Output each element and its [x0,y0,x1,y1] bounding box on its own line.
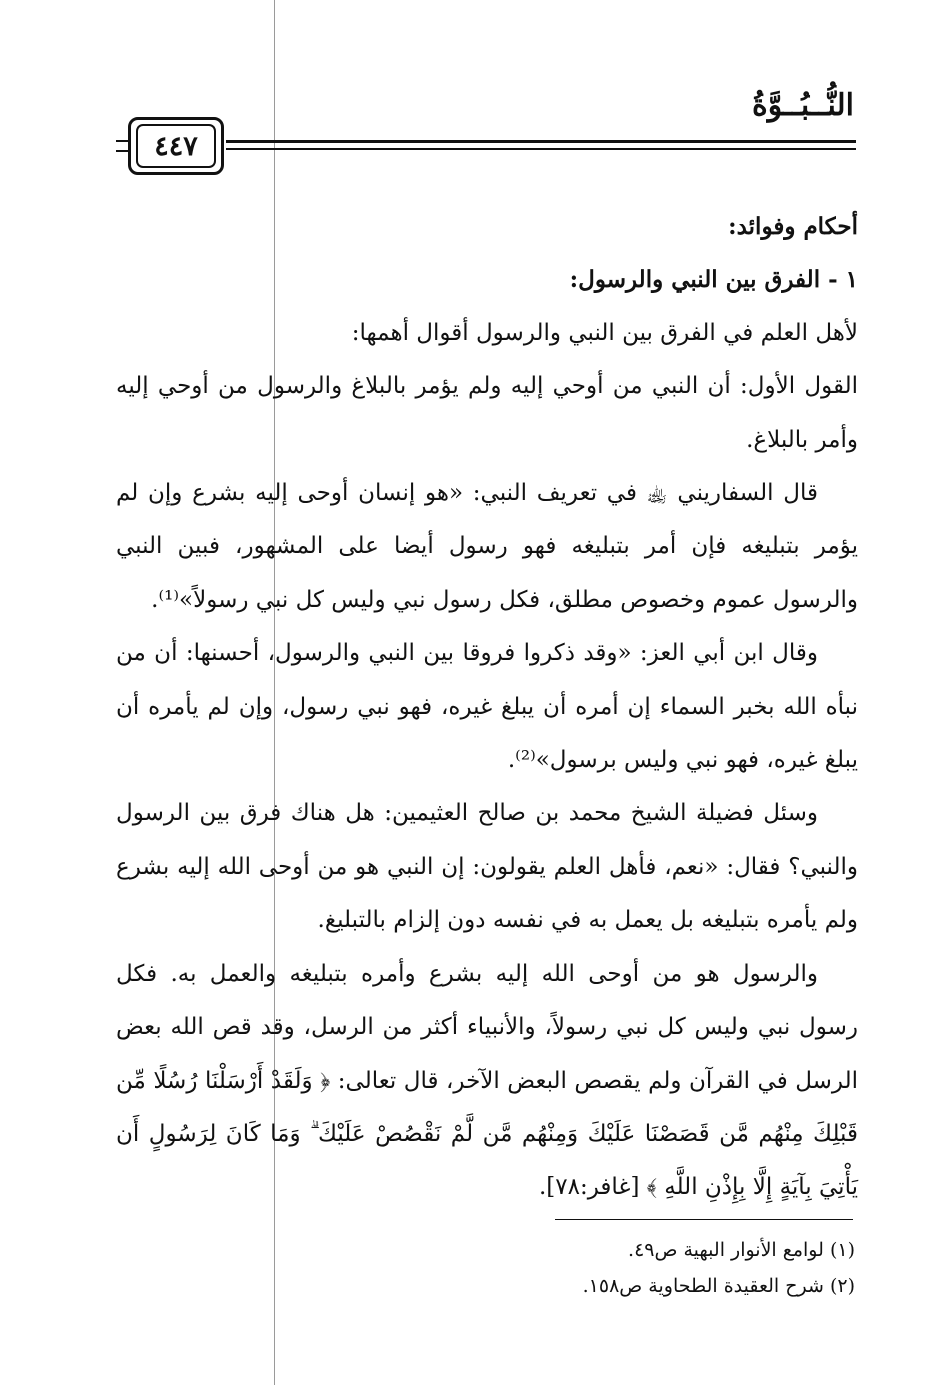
footnote: (٢) شرح العقيدة الطحاوية ص١٥٨. [582,1275,855,1297]
paragraph: القول الأول: أن النبي من أوحي إليه ولم يؤمر بالبلاغ والرسول من أوحي إليه وأمر بالبلاغ. [116,373,858,453]
page-number: ٤٤٧ [136,124,216,168]
main-text [116,200,858,1215]
subheading: ١ - الفرق بين النبي والرسول: [569,266,858,294]
header-rule-bottom [226,148,856,150]
intro-paragraph: لأهل العلم في الفرق بين النبي والرسول أقوال أهمها: [351,319,858,346]
paragraph: وسئل فضيلة الشيخ محمد بن صالح العثيمين: هل هناك فرق بين الرسول والنبي؟ فقال: «نعم، فأهل العلم يقولون: إن النبي هو من أوحى الله إليه بشرع ولم يأمره بتبليغه بل يعمل به في نفسه دون إلزام بالتبليغ. [116,800,858,934]
paragraph: وقال ابن أبي العز: «وقد ذكروا فروقا بين النبي والرسول، أحسنها: أن من نبأه الله بخبر السماء إن أمره أن يبلغ غيره، فهو نبي رسول، وإن لم يأمره أن يبلغ غيره، فهو نبي وليس برسول»⁽²⁾. [116,640,858,774]
running-title: النُّــبُــوَّةُ [752,88,854,123]
footnote: (١) لوامع الأنوار البهية ص٤٩. [628,1239,855,1261]
header-rule-top [226,140,856,143]
footnote-separator [555,1219,853,1220]
footnotes [400,1232,855,1304]
paragraph: والرسول هو من أوحى الله إليه بشرع وأمره بتبليغه والعمل به. فكل رسول نبي وليس كل نبي رسولاً، والأنبياء أكثر من الرسل، وقد قص الله بعض الرسل في القرآن ولم يقصص البعض الآخر، قال تعالى: ﴿ وَلَقَدْ أَرْسَلْنَا رُسُلًا مِّن قَبْلِكَ مِنْهُم مَّن قَصَصْنَا عَلَيْكَ وَمِنْهُم مَّن لَّمْ نَقْصُصْ عَلَيْكَ ۗ وَمَا كَانَ لِرَسُولٍ أَن يَأْتِيَ بِآيَةٍ إِلَّا بِإِذْنِ اللَّهِ ﴾ [غافر:٧٨]. [116,960,858,1201]
paragraph: قال السفاريني ﵀ في تعريف النبي: «هو إنسان أوحى إليه بشرع وإن لم يؤمر بتبليغه فإن أمر بتبليغه فهو رسول أيضا على المشهور، فبين النبي والرسول عموم وخصوص مطلق، فكل رسول نبي وليس كل نبي رسولاً»⁽¹⁾. [116,480,858,613]
section-heading: أحكام وفوائد: [728,213,858,240]
